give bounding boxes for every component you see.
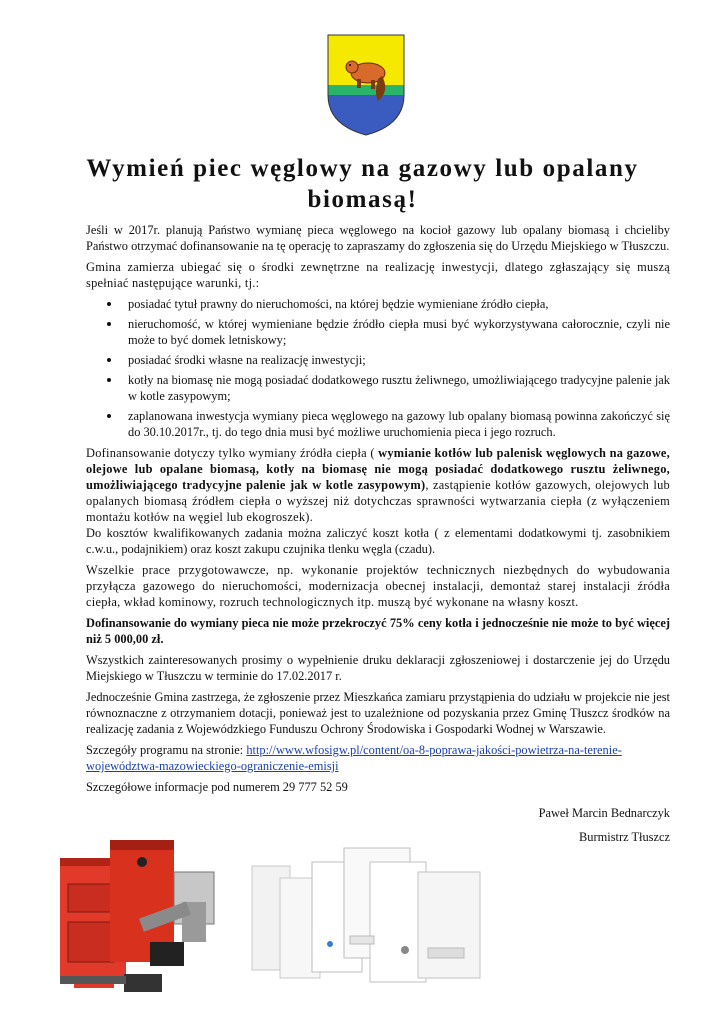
eligible-costs-paragraph: Do kosztów kwalifikowanych zadania można zaliczyć koszt kotła ( z elementami dodatkowymi tj. zasobnikiem c.w.u., podajnikiem) oraz koszt zakupu czujnika tlenku węgla (czadu).	[86, 526, 670, 556]
signature-role: Burmistrz Tłuszcz	[579, 830, 670, 844]
list-item: posiadać tytuł prawny do nieruchomości, na której będzie wymieniane źródło ciepła,	[128, 296, 670, 312]
gas-boilers-image	[250, 840, 485, 985]
program-paragraph	[86, 742, 670, 774]
coat-of-arms-icon	[326, 33, 406, 137]
list-item: kotły na biomasę nie mogą posiadać dodatkowego rusztu żeliwnego, umożliwiającego tradycyjne palenie jak w kotle zasypowym;	[128, 373, 670, 403]
funding-scope-pre: Dofinansowanie dotyczy tylko wymiany źródła ciepła (	[86, 446, 375, 460]
announcement-body	[86, 222, 670, 853]
deadline-paragraph: Wszystkich zainteresowanych prosimy o wypełnienie druku deklaracji zgłoszeniowej i dostarczenie jej do Urzędu Miejskiego w Tłuszczu w terminie do 17.02.2017 r.	[86, 653, 670, 683]
funding-scope-paragraph	[86, 445, 670, 525]
list-item: posiadać środki własne na realizację inwestycji;	[128, 352, 670, 368]
disclaimer-paragraph: Jednocześnie Gmina zastrzega, że zgłoszenie przez Mieszkańca zamiaru przystąpienia do udziału w projekcie nie jest równoznaczne z otrzymaniem dotacji, ponieważ jest to uzależnione od pozyskania przez Gminę Tłuszcz środków na realizację zadania z Wojewódzkiego Funduszu Ochrony Środowiska i Gospodarki Wodnej w Warszawie.	[86, 690, 670, 736]
funding-scope-bold: wymianie kotłów lub palenisk węglowych na gazowe, olejowe lub opalane biomasą, kotły na biomasę nie mogą posiadać dodatkowego rusztu żeliwnego, umożliwiającego tradycyjne palenie jak w kotle zasypowym)	[86, 446, 670, 492]
program-link[interactable]: http://www.wfosigw.pl/content/oa-8-poprawa-jakości-powietrza-na-terenie-województwa-mazowieckiego-ograniczenie-emisji	[86, 743, 622, 773]
list-item: nieruchomość, w której wymieniane będzie źródło ciepła musi być wykorzystywana całorocznie, czyli nie może to być domek letniskowy;	[128, 317, 670, 347]
list-item: zaplanowana inwestycja wymiany pieca węglowego na gazowy lub opalany biomasą powinna zakończyć się do 30.10.2017r., tj. do tego dnia musi być możliwe uruchomienia pieca i jego rozruch.	[128, 409, 670, 439]
intro-paragraph: Jeśli w 2017r. planują Państwo wymianę pieca węglowego na kocioł gazowy lub opalany biomasą i chcieliby Państwo otrzymać dofinansowanie na tę operację to zapraszamy do zgłoszenia się do Urzędu Miejskiego w Tłuszczu.	[86, 223, 670, 253]
funding-limit: Dofinansowanie do wymiany pieca nie może przekroczyć 75% ceny kotła i jednocześnie nie może to być więcej niż 5 000,00 zł.	[86, 616, 670, 646]
page-title: Wymień piec węglowy na gazowy lub opalany biomasą!	[86, 155, 639, 213]
biomass-boiler-image	[54, 832, 234, 1012]
program-label: Szczegóły programu na stronie:	[86, 743, 247, 757]
funding-scope-post: , zastąpienie kotłów gazowych, olejowych lub opalanych biomasą źródłem ciepła o wyższej niż dotychczas sprawności wytwarzania ciepła (z wyłączeniem montażu kotłów na węgiel lub ekogroszek).	[86, 478, 670, 524]
requirements-list	[86, 296, 670, 440]
phone-paragraph: Szczegółowe informacje pod numerem 29 777 52 59	[86, 780, 348, 794]
signature-name: Paweł Marcin Bednarczyk	[538, 806, 670, 820]
preparatory-works-paragraph: Wszelkie prace przygotowawcze, np. wykonanie projektów technicznych niezbędnych do wybudowania przyłącza gazowego do nieruchomości, modernizacja obecnej instalacji, demontaż starej instalacji źródła ciepła, wkład kominowy, rozruch technologicznych itp. muszą być wykonane na własny koszt.	[86, 563, 670, 609]
requirements-intro: Gmina zamierza ubiegać się o środki zewnętrzne na realizację inwestycji, dlatego zgłaszający się muszą spełniać następujące warunki, tj.:	[86, 260, 670, 290]
